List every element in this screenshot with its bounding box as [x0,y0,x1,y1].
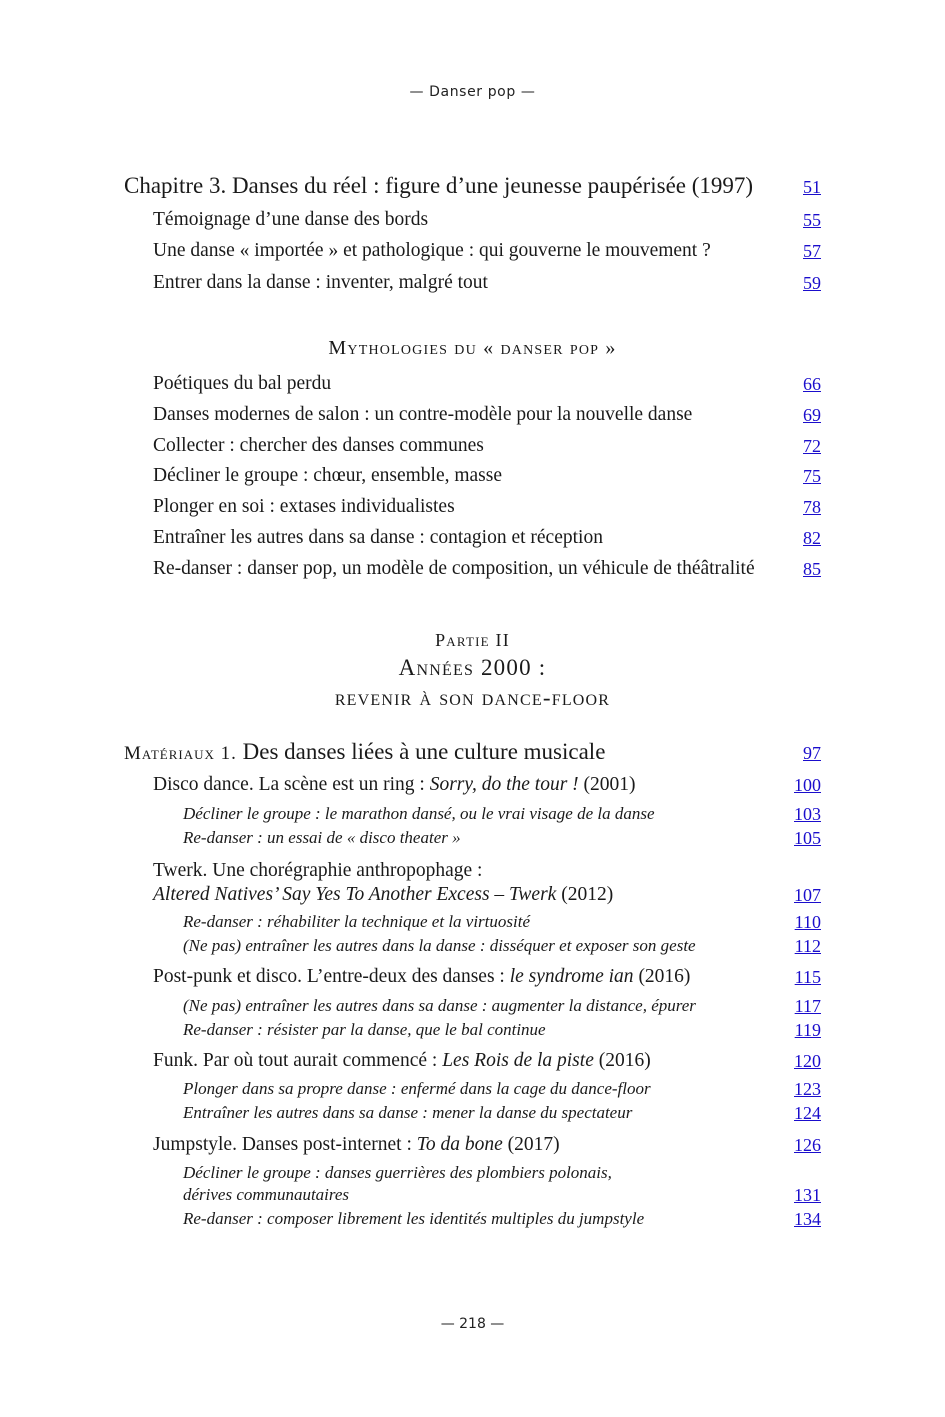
toc-title: Danses modernes de salon : un contre-modèle pour la nouvelle danse [153,404,693,425]
toc-title: dérives communautaires [183,1185,350,1204]
toc-title: Twerk. Une chorégraphie anthropophage : [153,860,483,881]
page-link[interactable]: 51 [803,177,821,197]
toc-title: Plonger en soi : extases individualistes [153,496,455,517]
work-title: le syndrome ian [509,966,634,987]
page-link[interactable]: 85 [803,559,821,579]
page-link[interactable]: 97 [803,743,821,763]
title-year: (2016) [593,1050,651,1071]
page-link[interactable]: 59 [803,273,821,293]
work-title: Sorry, do the tour ! [429,774,579,795]
toc-title: Une danse « importée » et pathologique : qui gouverne le mouvement ? [153,240,711,261]
toc-entry-twerk [0,884,945,910]
toc-entry-materiaux-1 [0,739,945,765]
page-link[interactable]: 78 [803,497,821,517]
toc-title: Re-danser : un essai de « disco theater » [183,828,461,847]
materiaux-prefix: Matériaux 1. [124,743,237,764]
toc-title: Témoignage d’une danse des bords [153,209,429,230]
work-title: To da bone [416,1134,503,1155]
toc-title: Re-danser : danser pop, un modèle de composition, un véhicule de théâtralité [153,558,755,579]
page-link[interactable]: 57 [803,241,821,261]
toc-title: Entrer dans la danse : inventer, malgré tout [153,272,488,293]
page-link[interactable]: 134 [794,1209,821,1229]
title-year: (2001) [578,774,636,795]
title-roman: Disco dance. La scène est un ring : [153,774,430,795]
toc-entry [0,240,945,266]
section-heading-mythologies: Mythologies du « danser pop » [328,337,617,359]
toc-title [153,774,636,796]
toc-subentry [0,1209,945,1235]
page-link[interactable]: 75 [803,466,821,486]
toc-entry [0,209,945,235]
toc-entry-postpunk [0,966,945,992]
toc-subentry [0,828,945,854]
title-roman: Funk. Par où tout aurait commencé : [153,1050,443,1071]
toc-subentry [0,912,945,938]
toc-entry [0,465,945,491]
toc-subentry [0,804,945,830]
toc-title: Entraîner les autres dans sa danse : mener la danse du spectateur [183,1103,633,1122]
page-link[interactable]: 55 [803,210,821,230]
title-roman: Post-punk et disco. L’entre-deux des danses : [153,966,510,987]
toc-title: Décliner le groupe : le marathon dansé, ou le vrai visage de la danse [183,804,655,823]
title-year: (2016) [633,966,691,987]
toc-subentry [0,1020,945,1046]
part-title-line1: Années 2000 : [398,655,547,680]
toc-subentry [0,1079,945,1105]
page-link[interactable]: 69 [803,405,821,425]
toc-entry-disco [0,774,945,800]
page-link[interactable]: 117 [794,996,821,1016]
toc-title: Décliner le groupe : danses guerrières des plombiers polonais, [183,1163,612,1182]
page-link[interactable]: 100 [794,775,821,795]
work-title: Altered Natives’ Say Yes To Another Excess – Twerk [153,884,557,905]
toc-entry [0,496,945,522]
toc-entry [0,558,945,584]
toc-entry [0,272,945,298]
title-year: (2017) [502,1134,560,1155]
title-year: (2012) [556,884,614,905]
toc-entry [0,404,945,430]
toc-subentry [0,1103,945,1129]
toc-subentry [0,996,945,1022]
page-number: — 218 — [440,1316,505,1332]
toc-subentry [0,1185,945,1211]
toc-title: Plonger dans sa propre danse : enfermé dans la cage du dance-floor [183,1079,651,1098]
page-link[interactable]: 112 [794,936,821,956]
page-link[interactable]: 105 [794,828,821,848]
title-roman: Jumpstyle. Danses post-internet : [153,1134,417,1155]
page-link[interactable]: 66 [803,374,821,394]
toc-entry [0,373,945,399]
page-link[interactable]: 119 [794,1020,821,1040]
running-head: — Danser pop — [409,84,536,100]
toc-title [153,1134,560,1156]
toc-title: Re-danser : résister par la danse, que le bal continue [183,1020,546,1039]
toc-entry [0,435,945,461]
toc-entry-chapter-3 [0,173,945,199]
page-link[interactable]: 124 [794,1103,821,1123]
toc-title [153,966,690,988]
materiaux-title: Des danses liées à une culture musicale [242,739,606,764]
toc-title: Entraîner les autres dans sa danse : contagion et réception [153,527,603,548]
page-link[interactable]: 126 [794,1135,821,1155]
toc-title: (Ne pas) entraîner les autres dans la danse : disséquer et exposer son geste [183,936,696,955]
part-title-line2: revenir à son dance-floor [334,685,611,710]
toc-title: Re-danser : composer librement les identités multiples du jumpstyle [183,1209,645,1228]
page-link[interactable]: 72 [803,436,821,456]
toc-title [153,1050,651,1072]
toc-subentry [0,936,945,962]
page-link[interactable]: 131 [794,1185,821,1205]
toc-title [124,739,605,765]
toc-title: (Ne pas) entraîner les autres dans sa danse : augmenter la distance, épurer [183,996,696,1015]
toc-title: Poétiques du bal perdu [153,373,332,394]
page-link[interactable]: 82 [803,528,821,548]
page-link[interactable]: 123 [794,1079,821,1099]
toc-entry [0,527,945,553]
part-label: Partie II [435,630,510,650]
toc-entry-jumpstyle [0,1134,945,1160]
toc-title: Collecter : chercher des danses communes [153,435,484,456]
toc-entry-twerk-line1 [0,860,945,886]
page-link[interactable]: 107 [794,885,821,905]
work-title: Les Rois de la piste [442,1050,594,1071]
page-link[interactable]: 110 [794,912,821,932]
page-link[interactable]: 103 [794,804,821,824]
toc-title: Re-danser : réhabiliter la technique et la virtuosité [183,912,531,931]
toc-title [153,884,613,906]
toc-entry-funk [0,1050,945,1076]
page-link[interactable]: 115 [794,967,821,987]
page-link[interactable]: 120 [794,1051,821,1071]
toc-title: Décliner le groupe : chœur, ensemble, masse [153,465,503,486]
toc-title: Chapitre 3. Danses du réel : figure d’une jeunesse paupérisée (1997) [124,173,754,198]
